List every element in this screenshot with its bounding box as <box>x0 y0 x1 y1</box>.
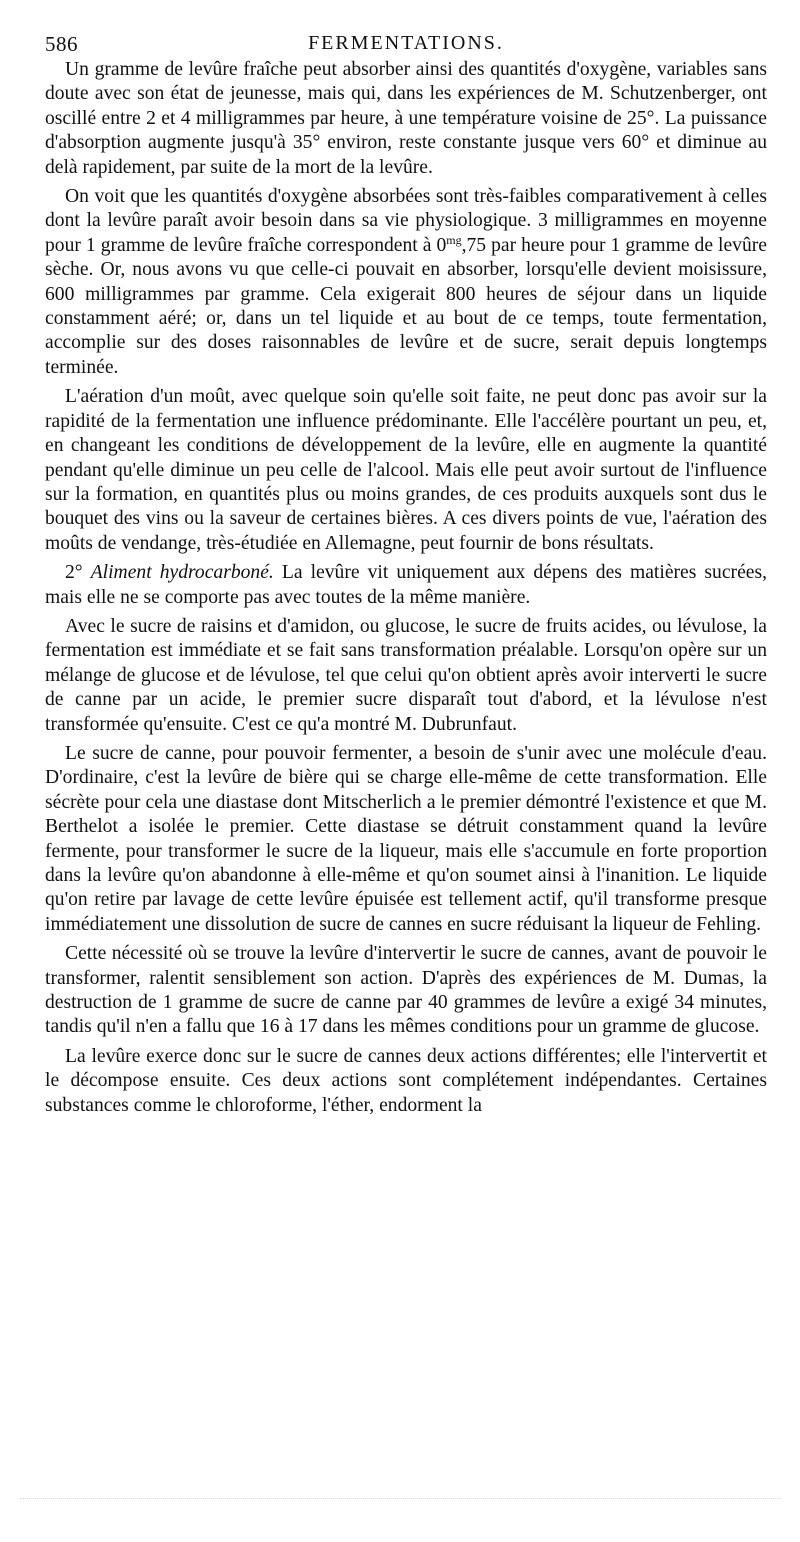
paragraph-cane-sugar: Le sucre de canne, pour pouvoir fermenter, a besoin de s'unir avec une molécule d'eau. D'ordinaire, c'est la levûre de bière qui se charge elle-même de cette transformation. Elle sécrète pour cela une diastase dont Mitscherlich a le premier démontré l'existence et que M. Berthelot a isolée le premier. Cette diastase se détruit constamment quand la levûre fermente, pour transformer le sucre de la liqueur, mais elle s'accumule en forte proportion dans la levûre qu'on abandonne à elle-même et qu'on soumet ainsi à l'inanition. Le liquide qu'on retire par lavage de cette levûre épuisée est tellement actif, qu'il transforme presque immédiatement une dissolution de sucre de cannes en sucre réduisant la liqueur de Fehling. <box>45 742 767 935</box>
superscript-unit: mg <box>446 232 462 247</box>
paragraph-must-aeration: L'aération d'un moût, avec quelque soin qu'elle soit faite, ne peut donc pas avoir sur la rapidité de la fermentation une influence prédominante. Elle l'accélère pourtant un peu, et, en changeant les conditions de développement de la levûre, elle en augmente la quantité pendant qu'elle diminue un peu celle de l'alcool. Mais elle peut avoir surtout de l'influence sur la formation, en quantités plus ou moins grandes, de ces produits auxquels sont dus le bouquet des vins ou la saveur de certaines bières. A ces divers points de vue, l'aération des moûts de vendange, très-étudiée en Allemagne, peut fournir de bons résultats. <box>45 386 767 554</box>
paragraph-oxygen-absorption: Un gramme de levûre fraîche peut absorber ainsi des quantités d'oxygène, variables sans doute avec son état de jeunesse, mais qui, dans les expériences de M. Schutzenberger, ont oscillé entre 2 et 4 milligrammes par heure, à une température voisine de 25°. La puissance d'absorption augmente jusqu'à 35° environ, reste constante jusque vers 60° et diminue au delà rapidement, par suite de la mort de la levûre. <box>45 59 767 178</box>
body-text <box>45 58 767 1123</box>
section-heading: Aliment hydrocarboné. <box>90 562 274 584</box>
paragraph-two-actions: La levûre exerce donc sur le sucre de cannes deux actions différentes; elle l'intervertit et le décompose ensuite. Ces deux actions sont complétement indépendantes. Certaines substances comme le chloroforme, l'éther, endorment la <box>45 1045 767 1116</box>
page-edge-marks <box>20 1498 780 1503</box>
paragraph-text: La levûre vit uniquement aux dépens des matières sucrées, mais elle ne se comporte pas avec toutes de la même manière. <box>45 562 767 608</box>
page-number: 586 <box>45 32 78 56</box>
paragraph-oxygen-quantities <box>45 185 767 380</box>
page-header <box>45 30 767 60</box>
paragraph-text: ,75 par heure pour 1 gramme de levûre sèche. Or, nous avons vu que celle-ci pouvait en absorber, lorsqu'elle devient moisissure, 600 milligrammes par gramme. Cela exigerait 800 heures de séjour dans un liquide constamment aéré; or, dans un tel liquide et au bout de ce temps, toute fermentation, accomplie sur des doses raisonnables de levûre et de sucre, serait depuis longtemps terminée. <box>45 234 767 378</box>
paragraph-inversion-necessity: Cette nécessité où se trouve la levûre d'intervertir le sucre de cannes, avant de pouvoir le transformer, ralentit sensiblement son action. D'après des expériences de M. Dumas, la destruction de 1 gramme de sucre de canne par 40 grammes de levûre a exigé 34 minutes, tandis qu'il n'en a fallu que 16 à 17 dans les mêmes conditions pour un gramme de glucose. <box>45 943 767 1038</box>
paragraph-hydrocarbon-food <box>45 561 767 610</box>
running-title: FERMENTATIONS. <box>308 32 504 54</box>
paragraph-glucose-levulose: Avec le sucre de raisins et d'amidon, ou glucose, le sucre de fruits acides, ou lévulose, la fermentation est immédiate et se fait sans transformation préalable. Lorsqu'on opère sur un mélange de glucose et de lévulose, tel que celui qu'on obtient après avoir interverti le sucre de canne par un acide, le premier sucre disparaît tout d'abord, et la lévulose n'est transformée qu'ensuite. C'est ce qu'a montré M. Dubrunfaut. <box>45 615 767 735</box>
paragraph-text: On voit que les quantités d'oxygène absorbées sont très-faibles comparativement à celles dont la levûre paraît avoir besoin dans sa vie physiologique. 3 milligrammes en moyenne pour 1 gramme de levûre fraîche correspondent à 0 <box>45 186 767 256</box>
section-number: 2° <box>65 562 91 584</box>
